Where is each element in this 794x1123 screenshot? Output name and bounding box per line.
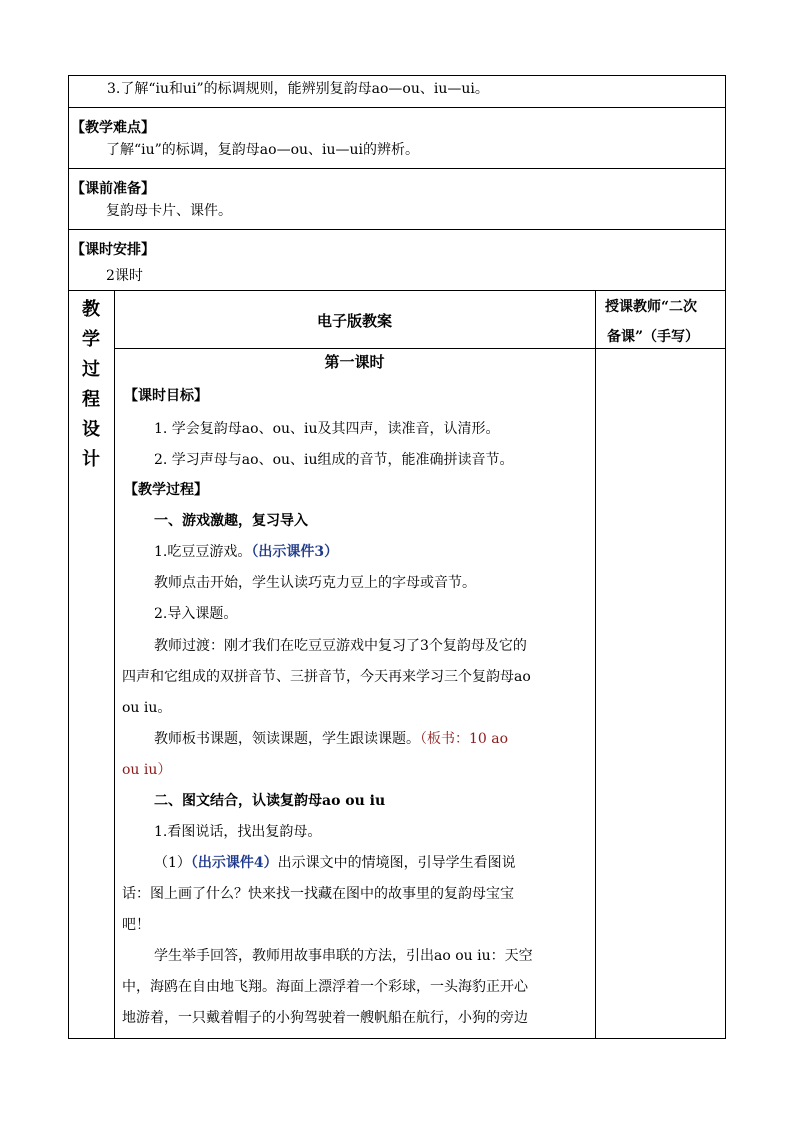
board-writing-line-2: ou iu） (122, 762, 172, 778)
header-divider (114, 348, 726, 349)
paragraph-2-line-3: 地游着，一只戴着帽子的小狗驾驶着一艘帆船在航行，小狗的旁边 (122, 1010, 528, 1026)
preparation-text: 复韵母卡片、课件。 (106, 203, 232, 219)
table-border-left (68, 75, 69, 1039)
lesson-goal-1: 1. 学会复韵母ao、ou、iu及其四声，读准音，认清形。 (154, 421, 500, 437)
column-divider (114, 290, 115, 1039)
section-1-heading: 一、游戏激趣，复习导入 (154, 513, 308, 529)
paragraph-1-text: 出示课文中的情境图，引导学生看图说 (277, 855, 516, 871)
step-1-description: 教师点击开始，学生认读巧克力豆上的字母或音节。 (154, 575, 476, 591)
board-writing-tag: （板书：10 ao (420, 731, 509, 747)
schedule-heading: 【课时安排】 (71, 242, 155, 258)
side-label-char: 计 (82, 449, 100, 470)
courseware-tag: （出示课件3） (251, 544, 339, 560)
lesson-plan-table (68, 75, 726, 1039)
goal-3-text: 3.了解“iu和ui”的标调规则，能辨别复韵母ao—ou、iu—ui。 (107, 81, 489, 97)
paragraph-2-line-1: 学生举手回答，教师用故事串联的方法，引出ao ou iu：天空 (154, 948, 533, 964)
paragraph-2-line-2: 中，海鸥在自由地飞翔。海面上漂浮着一个彩球，一头海豹正开心 (122, 979, 528, 995)
lesson-goal-2: 2. 学习声母与ao、ou、iu组成的音节，能准确拼读音节。 (154, 452, 514, 468)
table-border-bottom (68, 1038, 726, 1039)
electronic-plan-header: 电子版教案 (316, 312, 392, 330)
paragraph-1-line-3: 吧！ (122, 917, 150, 933)
schedule-text: 2课时 (106, 268, 143, 284)
table-border-right (725, 75, 726, 1039)
transition-line-1: 教师过渡：刚才我们在吃豆豆游戏中复习了3个复韵母及它的 (154, 638, 527, 654)
table-border-top (68, 75, 726, 76)
board-writing-line-1 (154, 730, 508, 748)
column-divider (595, 290, 596, 1039)
side-label-char: 学 (82, 329, 100, 350)
board-writing-text: 教师板书课题，领读课题，学生跟读课题。 (154, 731, 420, 747)
side-label-char: 程 (82, 389, 100, 410)
paragraph-1-line-1 (154, 854, 516, 872)
paragraph-1-line-2: 话：图上画了什么？快来找一找藏在图中的故事里的复韵母宝宝 (122, 886, 514, 902)
section-2-heading: 二、图文结合，认读复韵母ao ou iu (154, 793, 386, 809)
side-label-char: 过 (82, 359, 100, 380)
row-divider (68, 290, 726, 291)
lesson-goal-heading: 【课时目标】 (124, 388, 208, 404)
side-label-char: 教 (82, 299, 100, 320)
difficulty-text: 了解“iu”的标调，复韵母ao—ou、iu—ui的辨析。 (106, 142, 420, 158)
side-label-char: 设 (82, 419, 100, 440)
step-1-text (154, 543, 338, 561)
row-divider (68, 107, 726, 108)
row-divider (68, 168, 726, 169)
process-heading: 【教学过程】 (124, 482, 208, 498)
step-1-label: 1.吃豆豆游戏。 (154, 544, 252, 560)
lesson-title: 第一课时 (324, 353, 385, 371)
sub-step-1: 1.看图说话，找出复韵母。 (154, 824, 322, 840)
paragraph-1-number: （1） (154, 855, 191, 871)
teacher-notes-header-line2: 备课”（手写） (607, 329, 700, 345)
preparation-heading: 【课前准备】 (71, 181, 155, 197)
step-2-text: 2.导入课题。 (154, 606, 238, 622)
row-divider (68, 229, 726, 230)
courseware-tag: （出示课件4） (190, 855, 278, 871)
difficulty-heading: 【教学难点】 (71, 120, 155, 136)
transition-line-2: 四声和它组成的双拼音节、三拼音节，今天再来学习三个复韵母ao (122, 669, 531, 685)
transition-line-3: ou iu。 (122, 700, 172, 716)
teacher-notes-header-line1: 授课教师“二次 (605, 299, 698, 315)
